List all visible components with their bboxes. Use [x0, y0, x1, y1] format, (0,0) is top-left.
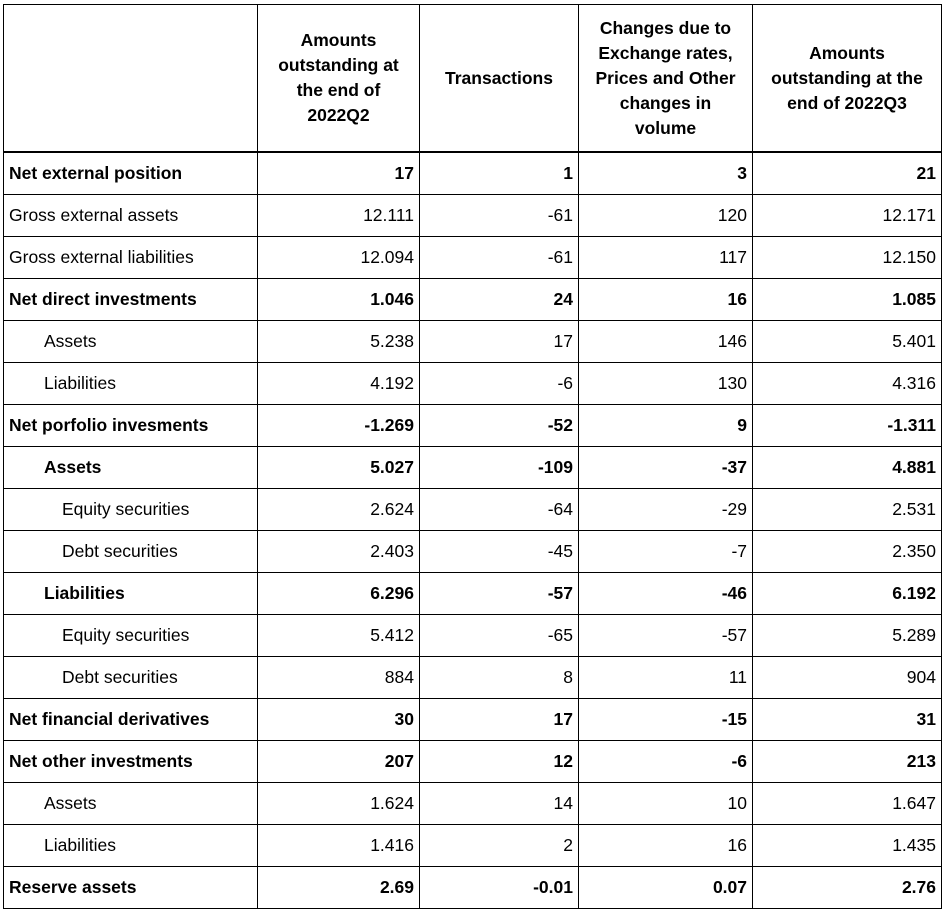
row-label: Reserve assets [4, 867, 258, 909]
row-label: Net financial derivatives [4, 699, 258, 741]
cell-transactions: -61 [420, 237, 579, 279]
cell-amounts-q3: 31 [753, 699, 942, 741]
cell-amounts-q3: 1.085 [753, 279, 942, 321]
cell-changes: 0.07 [579, 867, 753, 909]
table-row [4, 447, 942, 489]
cell-amounts-q3: 2.76 [753, 867, 942, 909]
row-label: Net direct investments [4, 279, 258, 321]
table-body [4, 152, 942, 909]
row-label: Net porfolio invesments [4, 405, 258, 447]
row-label: Assets [4, 783, 258, 825]
cell-changes: -6 [579, 741, 753, 783]
table-row [4, 825, 942, 867]
row-label: Assets [4, 321, 258, 363]
cell-changes: 3 [579, 152, 753, 195]
cell-amounts-q3: 12.171 [753, 195, 942, 237]
table-row [4, 699, 942, 741]
row-label: Gross external assets [4, 195, 258, 237]
cell-transactions: 2 [420, 825, 579, 867]
cell-amounts-q3: 213 [753, 741, 942, 783]
cell-amounts-q2: 5.027 [258, 447, 420, 489]
cell-changes: 9 [579, 405, 753, 447]
cell-transactions: -52 [420, 405, 579, 447]
cell-amounts-q2: 1.046 [258, 279, 420, 321]
row-label: Liabilities [4, 573, 258, 615]
cell-amounts-q3: 2.531 [753, 489, 942, 531]
cell-transactions: 1 [420, 152, 579, 195]
cell-amounts-q3: 1.647 [753, 783, 942, 825]
cell-transactions: 24 [420, 279, 579, 321]
cell-amounts-q3: 904 [753, 657, 942, 699]
cell-amounts-q3: 4.316 [753, 363, 942, 405]
cell-amounts-q3: 5.289 [753, 615, 942, 657]
table-row [4, 531, 942, 573]
cell-amounts-q2: 5.238 [258, 321, 420, 363]
table-row [4, 867, 942, 909]
cell-amounts-q2: 2.69 [258, 867, 420, 909]
table-row [4, 573, 942, 615]
table-row [4, 741, 942, 783]
cell-changes: -46 [579, 573, 753, 615]
row-label: Equity securities [4, 615, 258, 657]
table-row [4, 783, 942, 825]
cell-amounts-q2: 207 [258, 741, 420, 783]
table-row [4, 195, 942, 237]
header-amounts-q2: Amounts outstanding at the end of 2022Q2 [258, 5, 420, 153]
table-row [4, 279, 942, 321]
cell-transactions: 17 [420, 699, 579, 741]
cell-amounts-q2: 884 [258, 657, 420, 699]
cell-transactions: -109 [420, 447, 579, 489]
cell-amounts-q2: 1.624 [258, 783, 420, 825]
cell-amounts-q3: 21 [753, 152, 942, 195]
cell-transactions: 17 [420, 321, 579, 363]
cell-amounts-q3: 1.435 [753, 825, 942, 867]
cell-changes: 16 [579, 279, 753, 321]
cell-transactions: -6 [420, 363, 579, 405]
cell-amounts-q2: 5.412 [258, 615, 420, 657]
cell-amounts-q2: 1.416 [258, 825, 420, 867]
table-row [4, 321, 942, 363]
cell-amounts-q2: 2.624 [258, 489, 420, 531]
cell-changes: -57 [579, 615, 753, 657]
cell-amounts-q2: -1.269 [258, 405, 420, 447]
cell-amounts-q2: 6.296 [258, 573, 420, 615]
table-row [4, 405, 942, 447]
header-transactions: Transactions [420, 5, 579, 153]
cell-transactions: 12 [420, 741, 579, 783]
cell-amounts-q2: 12.111 [258, 195, 420, 237]
row-label: Debt securities [4, 657, 258, 699]
table-row [4, 237, 942, 279]
cell-changes: 10 [579, 783, 753, 825]
cell-changes: -37 [579, 447, 753, 489]
cell-amounts-q3: 4.881 [753, 447, 942, 489]
row-label: Assets [4, 447, 258, 489]
cell-changes: 11 [579, 657, 753, 699]
header-label-cell [4, 5, 258, 153]
cell-amounts-q3: 2.350 [753, 531, 942, 573]
cell-changes: -7 [579, 531, 753, 573]
row-label: Gross external liabilities [4, 237, 258, 279]
table-header [4, 5, 942, 153]
row-label: Net other investments [4, 741, 258, 783]
cell-transactions: 8 [420, 657, 579, 699]
cell-transactions: 14 [420, 783, 579, 825]
cell-amounts-q3: 6.192 [753, 573, 942, 615]
cell-transactions: -61 [420, 195, 579, 237]
cell-amounts-q2: 4.192 [258, 363, 420, 405]
header-amounts-q3: Amounts outstanding at the end of 2022Q3 [753, 5, 942, 153]
cell-amounts-q2: 30 [258, 699, 420, 741]
international-investment-position-table [3, 4, 942, 909]
row-label: Liabilities [4, 825, 258, 867]
cell-changes: 130 [579, 363, 753, 405]
table-row [4, 152, 942, 195]
iip-table-container [3, 4, 941, 909]
header-row [4, 5, 942, 153]
cell-transactions: -45 [420, 531, 579, 573]
cell-amounts-q3: 5.401 [753, 321, 942, 363]
table-row [4, 489, 942, 531]
cell-amounts-q3: 12.150 [753, 237, 942, 279]
header-changes: Changes due to Exchange rates, Prices and Other changes in volume [579, 5, 753, 153]
cell-amounts-q2: 12.094 [258, 237, 420, 279]
row-label: Net external position [4, 152, 258, 195]
table-row [4, 657, 942, 699]
cell-changes: 120 [579, 195, 753, 237]
cell-changes: -29 [579, 489, 753, 531]
cell-changes: 16 [579, 825, 753, 867]
table-row [4, 363, 942, 405]
row-label: Equity securities [4, 489, 258, 531]
cell-changes: 117 [579, 237, 753, 279]
cell-changes: 146 [579, 321, 753, 363]
row-label: Debt securities [4, 531, 258, 573]
cell-amounts-q2: 17 [258, 152, 420, 195]
cell-changes: -15 [579, 699, 753, 741]
cell-transactions: -57 [420, 573, 579, 615]
cell-transactions: -64 [420, 489, 579, 531]
table-row [4, 615, 942, 657]
row-label: Liabilities [4, 363, 258, 405]
cell-amounts-q3: -1.311 [753, 405, 942, 447]
cell-transactions: -0.01 [420, 867, 579, 909]
cell-transactions: -65 [420, 615, 579, 657]
cell-amounts-q2: 2.403 [258, 531, 420, 573]
